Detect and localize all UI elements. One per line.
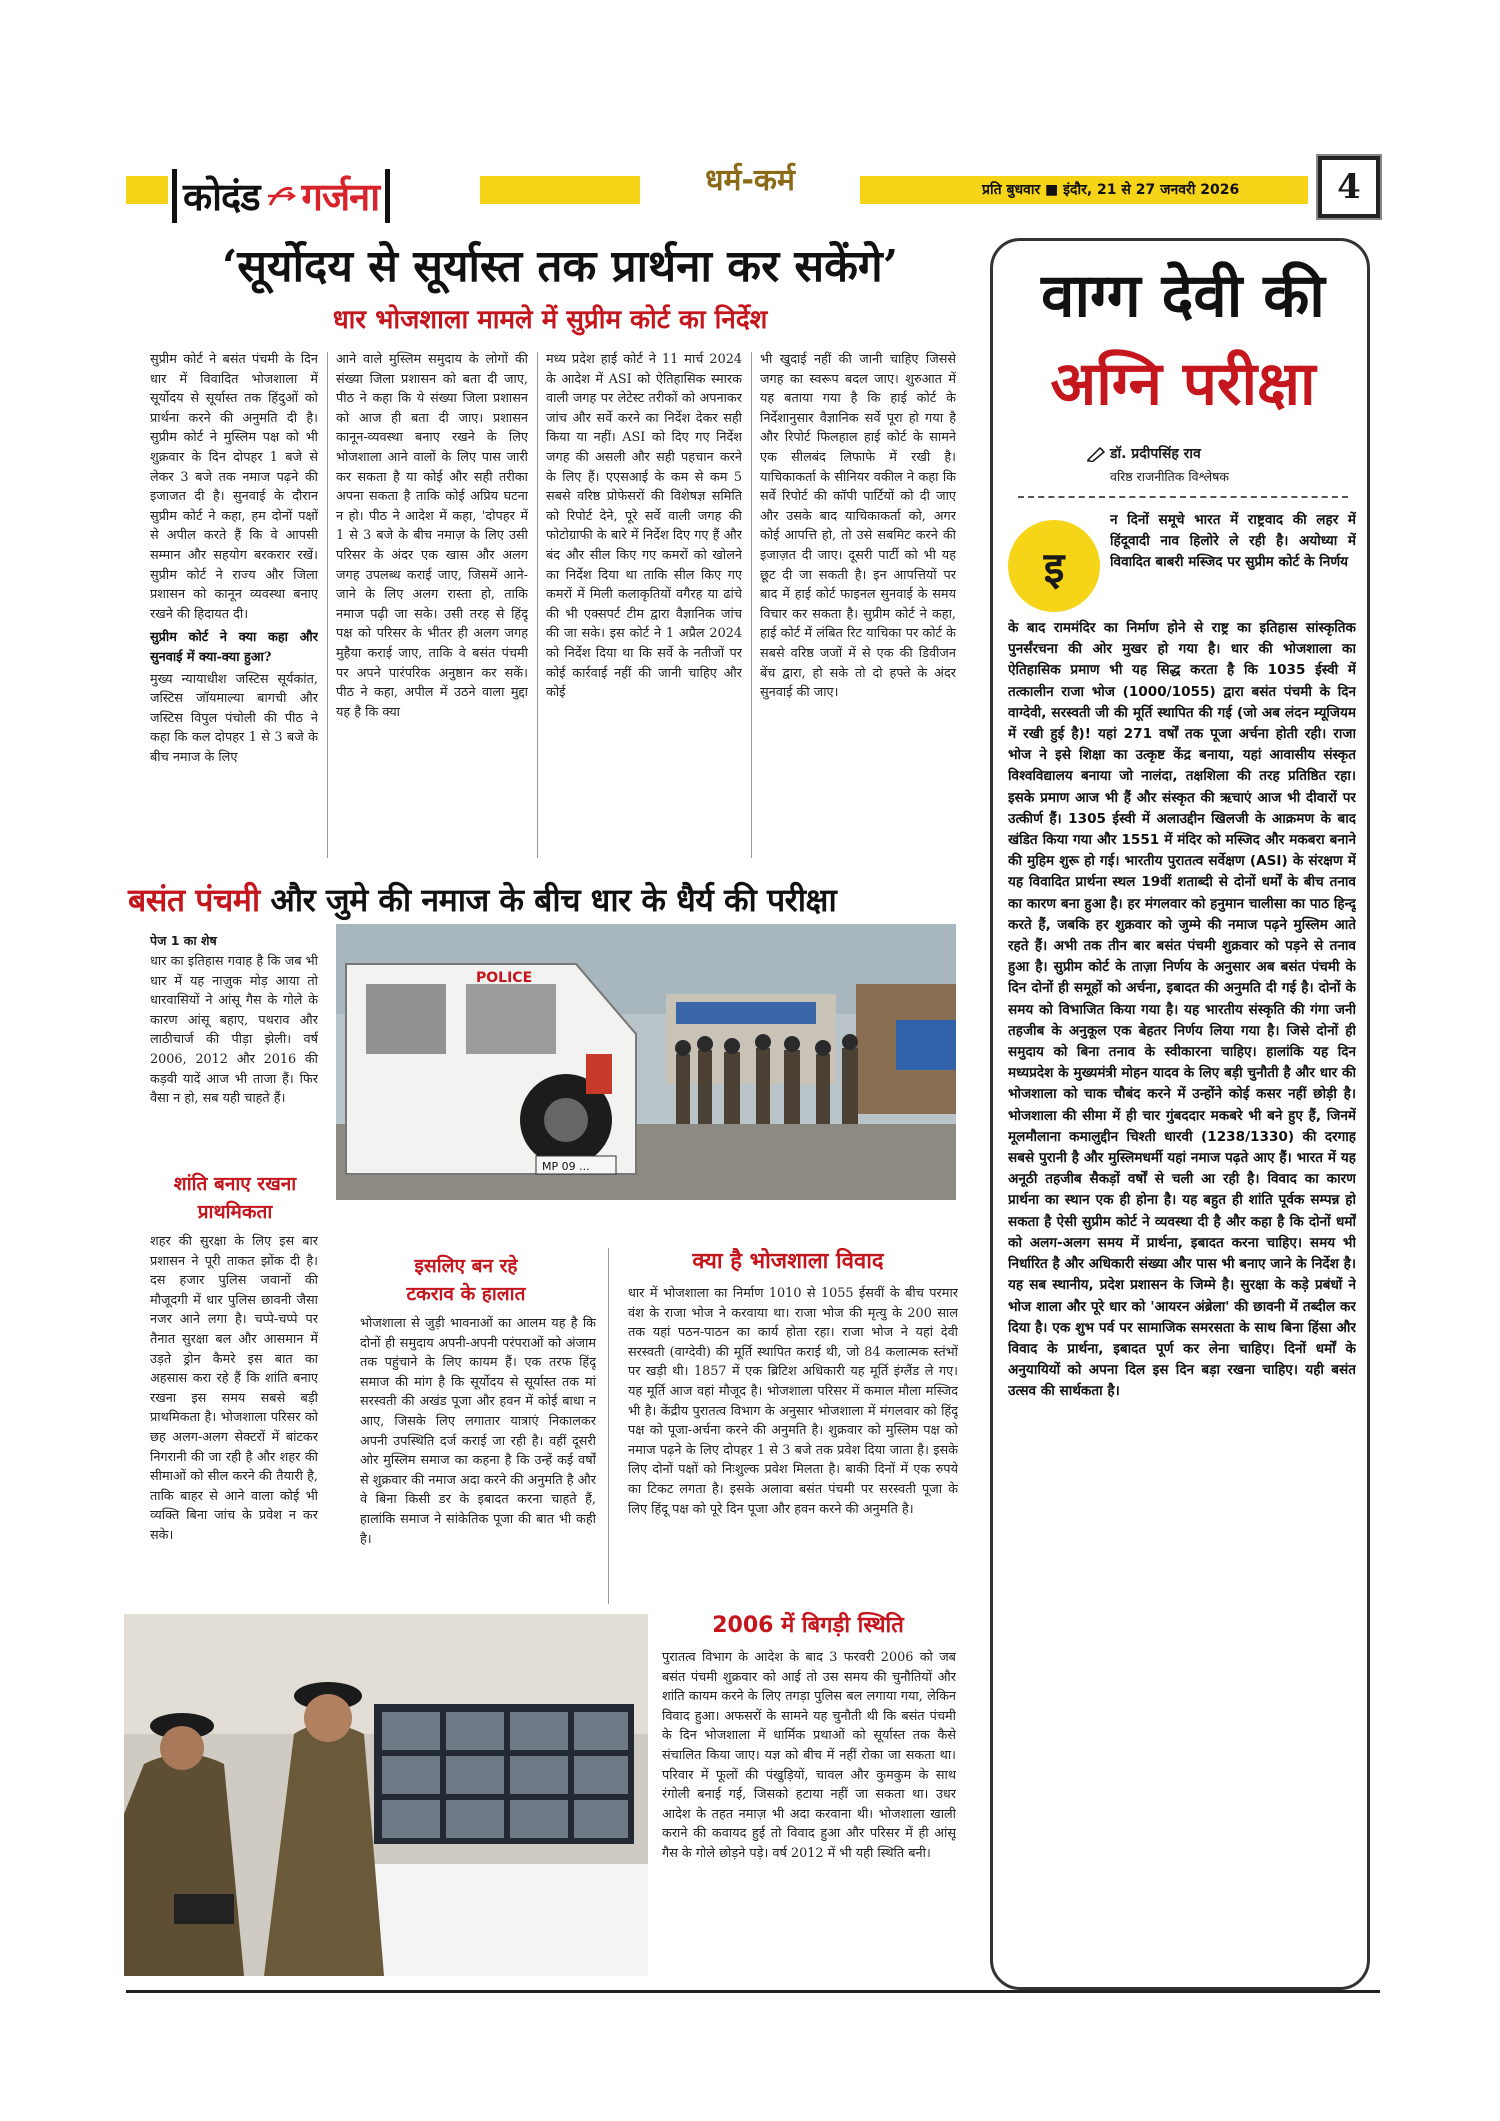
islie-text	[360, 1314, 596, 1604]
police-vehicle-photo	[336, 924, 956, 1200]
vivad-paragraph: धार में भोजशाला का निर्माण 1010 से 1055 ईसवीं के बीच परमार वंश के राजा भोज ने करवाया था। राजा भोज की मृत्यु के 200 साल तक यहां पठन-पाठन का कार्य होता रहा। राजा भोज ने यहां देवी सरस्वती (वाग्देवी) की मूर्ति स्थापित कराई थी, जो 84 कलात्मक स्तंभों पर खड़ी थी। 1857 में एक ब्रिटिश अधिकारी यह मूर्ति इंग्लैंड ले गए। यह मूर्ति आज वहां मौजूद है। भोजशाला परिसर में कमाल मौला मस्जिद भी है। केंद्रीय पुरातत्व विभाग के अनुसार भोजशाला में मंगलवार को हिंदू पक्ष को पूजा-अर्चना करने की अनुमति है। शुक्रवार को मुस्लिम पक्ष को नमाज पढ़ने के लिए दोपहर 1 से 3 बजे तक प्रवेश दिया जाता है। इसके लिए दोनों पक्षों को निःशुल्क प्रवेश मिलता है। बाकी दिनों में एक रुपये का टिकट लगता है। इसके अलावा बसंत पंचमी पर सरस्वती पूजा के लिए हिंदू पक्ष को पूरे दिन पूजा और हवन करने की अनुमति है।	[628, 1286, 958, 1517]
author-byline: डॉ. प्रदीपसिंह राव	[1110, 446, 1201, 462]
sidebar-title-line2: अग्नि परीक्षा	[1050, 349, 1316, 419]
page-bottom-rule	[126, 1990, 1380, 1993]
story1-column-3	[546, 350, 742, 862]
story1-col4-para: भी खुदाई नहीं की जानी चाहिए जिससे जगह का स्वरूप बदल जाए। शुरुआत में यह बताया गया है कि हाई कोर्ट के निर्देशानुसार वैज्ञानिक सर्वे पूरा हो गया है और रिपोर्ट फिलहाल हाई कोर्ट के सामने एक सीलबंद लिफाफे में रखी है। याचिकाकर्ता के सीनियर वकील ने कहा कि सर्वे रिपोर्ट की कॉपी पार्टियों को दी जाए और उसके बाद याचिकाकर्ता को, अगर कोई आपत्ति हो, तो उसे सबमिट करने की इजाज़त दी जाए। दूसरी पार्टी को भी यह छूट दी जा सकती है। इन आपत्तियों पर बाद में हाई कोर्ट फाइनल सुनवाई के समय विचार कर सकता है। सुप्रीम कोर्ट ने कहा, हाई कोर्ट में लंबित रिट याचिका पर कोर्ट के सबसे वरिष्ठ जजों में से एक की डिवीजन बेंच द्वारा, हो सके तो दो हफ्ते के अंदर सुनवाई की जाए।	[760, 352, 956, 701]
dashed-divider	[1018, 496, 1348, 498]
islie-subhead	[336, 1252, 596, 1312]
author-role: वरिष्ठ राजनीतिक विश्लेषक	[1110, 469, 1230, 484]
bigdi-text	[662, 1648, 956, 1980]
sidebar-title-line1: वाग्ग देवी की	[1041, 261, 1325, 331]
story1-column-1	[150, 350, 318, 862]
continued-kicker: पेज 1 का शेष	[150, 933, 217, 948]
column-rule	[327, 352, 328, 858]
story2-intro-text: धार का इतिहास गवाह है कि जब भी धार में यह नाज़ुक मोड़ आया तो धारवासियों ने आंसू गैस के गोले के कारण आंसू बहाए, पथराव और लाठीचार्ज की पीड़ा झेली। वर्ष 2006, 2012 और 2016 की कड़वी यादें आज भी ताजा हैं। फिर वैसा न हो, सब यही चाहते हैं।	[150, 954, 318, 1107]
column-rule	[751, 352, 752, 858]
story1-question: सुप्रीम कोर्ट ने क्या कहा और सुनवाई में क्या-क्या हुआ?	[150, 630, 318, 665]
islie-paragraph: भोजशाला से जुड़ी भावनाओं का आलम यह है कि दोनों ही समुदाय अपनी-अपनी परंपराओं को अंजाम तक पहुंचाने के लिए कायम हैं। एक तरफ हिंदू समाज की मांग है कि सूर्योदय से सूर्यास्त तक मां सरस्वती की अखंड पूजा और हवन में कोई बाधा न आए, जिसके लिए लगातार यात्राएं निकालकर अपनी उपस्थिति दर्ज कराई जा रही है। वहीं दूसरी ओर मुस्लिम समाज का कहना है कि उन्हें कई वर्षों से शुक्रवार की नमाज अदा करने की अनुमति है और वे बिना किसी डर के इबादत करना चाहते हैं, हालांकि समाज ने सांकेतिक पूजा की बात भी कही है।	[360, 1316, 596, 1547]
bow-arrow-icon	[266, 183, 296, 209]
logo-divider	[172, 169, 177, 223]
column-rule	[608, 1248, 609, 1604]
sidebar-body-text: के बाद राममंदिर का निर्माण होने से राष्ट्र का इतिहास सांस्कृतिक पुनर्संरचना की ओर मुखर हो गया है। धार की भोजशाला का ऐतिहासिक प्रमाण भी यह सिद्ध करता है कि 1035 ईस्वी में तत्कालीन राजा भोज (1000/1055) द्वारा बसंत पंचमी के दिन वाग्देवी, सरस्वती जी की मूर्ति स्थापित की गई (जो अब लंदन म्यूजियम में रखी हुई है)! यहां 271 वर्षों तक पूजा अर्चना होती रही। राजा भोज ने इसे शिक्षा का उत्कृष्ट केंद्र बनाया, यहां आवासीय संस्कृत विश्वविद्यालय बनाया जो नालंदा, तक्षशिला की तरह प्रतिष्ठित रहा। इसके प्रमाण आज भी हैं और संस्कृत की ऋचाएं आज भी दीवारों पर उत्कीर्ण हैं। 1305 ईस्वी में अलाउद्दीन खिलजी के आक्रमण के बाद खंडित किया गया और 1551 में मंदिर को मस्जिद और मकबरा बनाने की मुहिम शुरू हो गई। भारतीय पुरातत्व सर्वेक्षण (ASI) के संरक्षण में यह विवादित प्रार्थना स्थल 19वीं शताब्दी से दोनों धर्मों के बीच तनाव का कारण बना हुआ है। हर मंगलवार को हनुमान चालीसा का पाठ हिन्दू करते हैं, जबकि हर शुक्रवार को जुम्मे की नमाज पढ़ने मुस्लिम आते रहते हैं। अभी तक तीन बार बसंत पंचमी शुक्रवार को पड़ने से तनाव हुआ है। सुप्रीम कोर्ट के ताज़ा निर्णय के अनुसार अब बसंत पंचमी के दिन दोनों ही समूहों को अर्चना, इबादत की अनुमति दी गई है। दोनों के समय को विभाजित किया गया है। यह भारतीय संस्कृति की गंगा जनी तहजीब के अनुकूल एक बेहतर निर्णय लिया गया है। जिसे दोनों ही समुदाय को बिना तनाव के स्वीकारना चाहिए। हालांकि यह दिन मध्यप्रदेश के मुख्यमंत्री मोहन यादव के लिए बड़ी चुनौती है और धार की भोजशाला को चाक चौबंद करने में उन्होंने कोई कसर नहीं छोड़ी है। भोजशाला की सीमा में ही चार गुंबददार मकबरे भी बने हुए हैं, जिनमें मूलमौलाना कमालुद्दीन चिश्ती धारवी (1238/1330) की दरगाह सबसे पुरानी है और मुस्लिमधर्मी यहां नमाज पढ़ते आए हैं। भारत में यह अनूठी तहजीब सैकड़ों वर्षों से चली आ रही है। विवाद का कारण प्रार्थना का स्थान एक ही होना है। यह बहुत ही शांति पूर्वक सम्पन्न हो सकता है ऐसी सुप्रीम कोर्ट ने व्यवस्था दी है और कहा है कि दोनों धर्मों को अलग-अलग समय में प्रार्थना, इबादत करना चाहिए। समय भी निर्धारित है और अधिकारी संख्या और पास भी बनाए जाने के निर्देश है। यह सब स्थानीय, प्रदेश प्रशासन के जिम्मे है। सुरक्षा के कड़े प्रबंधों ने भोज शाला और पूरे धार को 'आयरन अंब्रेला' की छावनी में तब्दील कर दिया है। एक शुभ पर्व पर सामाजिक समरसता के साथ बिना हिंसा और विवाद के प्रार्थना, इबादत पूर्ण कर लेना चाहिए। दिनों धर्मों के अनुयायियों को अपना दिल इस दिन बड़ा रखना चाहिए। यही बसंत उत्सव की सार्थकता है।	[1008, 620, 1356, 1400]
photo-police-scene	[336, 924, 956, 1200]
shanti-subhead-line2: प्राथमिकता	[197, 1201, 273, 1223]
shanti-text	[150, 1232, 318, 1600]
logo-divider	[385, 169, 390, 223]
story2-intro	[150, 952, 318, 1164]
story1-col1-after: मुख्य न्यायाधीश जस्टिस सूर्यकांत, जस्टिस जॉयमाल्या बागची और जस्टिस विपुल पंचोली की पीठ ने कहा कि कल दोपहर 1 से 3 बजे के बीच नमाज के लिए	[150, 671, 318, 765]
section-title: धर्म-कर्म	[640, 158, 860, 204]
story1-column-4	[760, 350, 956, 862]
bigdi-subhead: 2006 में बिगड़ी स्थिति	[712, 1613, 904, 1638]
vivad-text	[628, 1284, 958, 1604]
pen-icon	[1086, 444, 1106, 462]
story2-headline	[128, 878, 972, 924]
logo-text-part1: कोदंड	[183, 175, 260, 219]
bigdi-paragraph: पुरातत्व विभाग के आदेश के बाद 3 फरवरी 2006 को जब बसंत पंचमी शुक्रवार को आई तो उस समय की चुनौतियों और शांति कायम करने के लिए तगड़ा पुलिस बल लगाया गया, लेकिन विवाद हुआ। अफसरों के सामने यह चुनौती थी कि बसंत पंचमी के दिन भोजशाला में धार्मिक प्रथाओं को सूर्यास्त तक कैसे संचालित किया जाए। यज्ञ को बीच में नहीं रोका जा सकता था। परिवार में फूलों की पंखुड़ियों, चावल और कुमकुम के साथ रंगोली बनाई गई, जिसको हटाया नहीं जा सकता था। उधर आदेश के तहत नमाज़ भी अदा करवाना थी। भोजशाला खाली कराने की कवायद हुई तो विवाद हुआ और परिसर में ही आंसू गैस के गोले छोड़ने पड़े। वर्ष 2012 में भी यही स्थिति बनी।	[662, 1650, 956, 1861]
photo-control-room	[124, 1614, 648, 1976]
islie-subhead-line1: इसलिए बन रहे	[414, 1255, 518, 1277]
story2-headline-rest: और जुमे की नमाज के बीच धार के धैर्य की परीक्षा	[259, 881, 837, 919]
page-number: 4	[1318, 156, 1380, 218]
logo-text-part2: गर्जना	[301, 175, 380, 219]
shanti-subhead-line1: शांति बनाए रखना	[173, 1173, 297, 1195]
story1-col3-para: मध्य प्रदेश हाई कोर्ट ने 11 मार्च 2024 के आदेश में ASI को ऐतिहासिक स्मारक वाली जगह पर लेटेस्ट तरीकों को अपनाकर जांच और सर्वे करने का निर्देश देकर सही किया या नहीं। ASI को दिए गए निर्देश जगह की असली और सही पहचान करने के लिए हैं। एएसआई के कम से कम 5 सबसे वरिष्ठ प्रोफेसरों की विशेषज्ञ समिति को रिपोर्ट देने, पूरे सर्वे वाली जगह की फोटोग्राफी के बारे में निर्देश दिए गए हैं और बंद और सील किए गए कमरों को खोलने का निर्देश दिया था ताकि सील किए गए कमरों में मिली कलाकृतियों वगैरह या ढांचे की भी एक्सपर्ट टीम द्वारा वैज्ञानिक जांच की जा सके। इस कोर्ट ने 1 अप्रैल 2024 को निर्देश दिया था कि सर्वे के नतीजों पर कोई कार्रवाई नहीं की जानी चाहिए और कोई	[546, 352, 742, 701]
islie-subhead-line2: टकराव के हालात	[406, 1283, 526, 1305]
newspaper-logo	[168, 168, 480, 224]
story2-headline-red: बसंत पंचमी	[128, 881, 260, 919]
story1-col1-para: सुप्रीम कोर्ट ने बसंत पंचमी के दिन धार में विवादित भोजशाला में सूर्योदय से सूर्यास्त तक हिंदुओं को प्रार्थना करने की अनुमति दी है। सुप्रीम कोर्ट ने मुस्लिम पक्ष को भी शुक्रवार के दिन दोपहर 1 बजे से लेकर 3 बजे तक नमाज पढ़ने की इजाजत दी है। सुनवाई के दौरान सुप्रीम कोर्ट ने कहा, हम दोनों पक्षों से अपील करते हैं कि वे आपसी सम्मान और सहयोग बरकरार रखें। सुप्रीम कोर्ट ने राज्य और जिला प्रशासन को कानून व्यवस्था बनाए रखने की हिदायत दी।	[150, 352, 318, 622]
police-sign-text: POLICE	[476, 970, 533, 986]
sidebar-lead-text: न दिनों समूचे भारत में राष्ट्रवाद की लहर में हिंदूवादी नाव हिलोरे ले रही है। अयोध्या में विवादित बाबरी मस्जिद पर सुप्रीम कोर्ट के निर्णय	[1110, 512, 1356, 571]
drop-cap: इ	[1008, 520, 1100, 612]
story1-column-2	[336, 350, 528, 862]
dateline: प्रति बुधवार ■ इंदौर, 21 से 27 जनवरी 2026	[982, 182, 1240, 198]
sub-headline: धार भोजशाला मामले में सुप्रीम कोर्ट का निर्देश	[332, 305, 768, 335]
shanti-paragraph: शहर की सुरक्षा के लिए इस बार प्रशासन ने पूरी ताकत झोंक दी है। दस हजार पुलिस जवानों की मौजूदगी में धार पुलिस छावनी जैसा नजर आने लगा है। चप्पे-चप्पे पर तैनात सुरक्षा बल और आसमान में उड़ते ड्रोन कैमरे इस बात का अहसास करा रहे हैं कि शांति बनाए रखना इस समय सबसे बड़ी प्राथमिकता है। भोजशाला परिसर को छह अलग-अलग सेक्टरों में बांटकर निगरानी की जा रही है और शहर की सीमाओं को सील करने की तैयारी है, ताकि बाहर से आने वाला कोई भी व्यक्ति बिना जांच के प्रवेश न कर सके।	[150, 1234, 318, 1543]
main-headline: ‘सूर्योदय से सूर्यास्त तक प्रार्थना कर सकेंगे’	[221, 241, 899, 292]
shanti-subhead	[140, 1170, 330, 1230]
number-plate-text: MP 09 ...	[542, 1160, 590, 1173]
story1-col2-para: आने वाले मुस्लिम समुदाय के लोगों की संख्या जिला प्रशासन को बता दी जाए, पीठ ने कहा कि ये संख्या जिला प्रशासन को आज ही बता दी जाए। प्रशासन कानून-व्यवस्था बनाए रखने के लिए भोजशाला आने वालों के लिए पास जारी कर सकता है या कोई और सही तरीका अपना सकता है ताकि कोई अप्रिय घटना न हो। पीठ ने आदेश में कहा, 'दोपहर में 1 से 3 बजे के बीच नमाज़ के लिए उसी परिसर के अंदर एक खास और अलग जगह उपलब्ध कराई जाए, जिसमें आने-जाने के लिए अलग रास्ता हो, ताकि नमाज पढ़ी जा सके। उसी तरह से हिंदू पक्ष को परिसर के भीतर ही अलग जगह मुहैया कराई जाए, ताकि वे बसंत पंचमी पर अपने पारंपरिक अनुष्ठान कर सकें। पीठ ने कहा, अपील में उठने वाला मुद्दा यह है कि क्या	[336, 352, 528, 720]
control-room-photo	[124, 1614, 648, 1976]
vivad-subhead: क्या है भोजशाला विवाद	[692, 1249, 884, 1274]
column-rule	[537, 352, 538, 858]
